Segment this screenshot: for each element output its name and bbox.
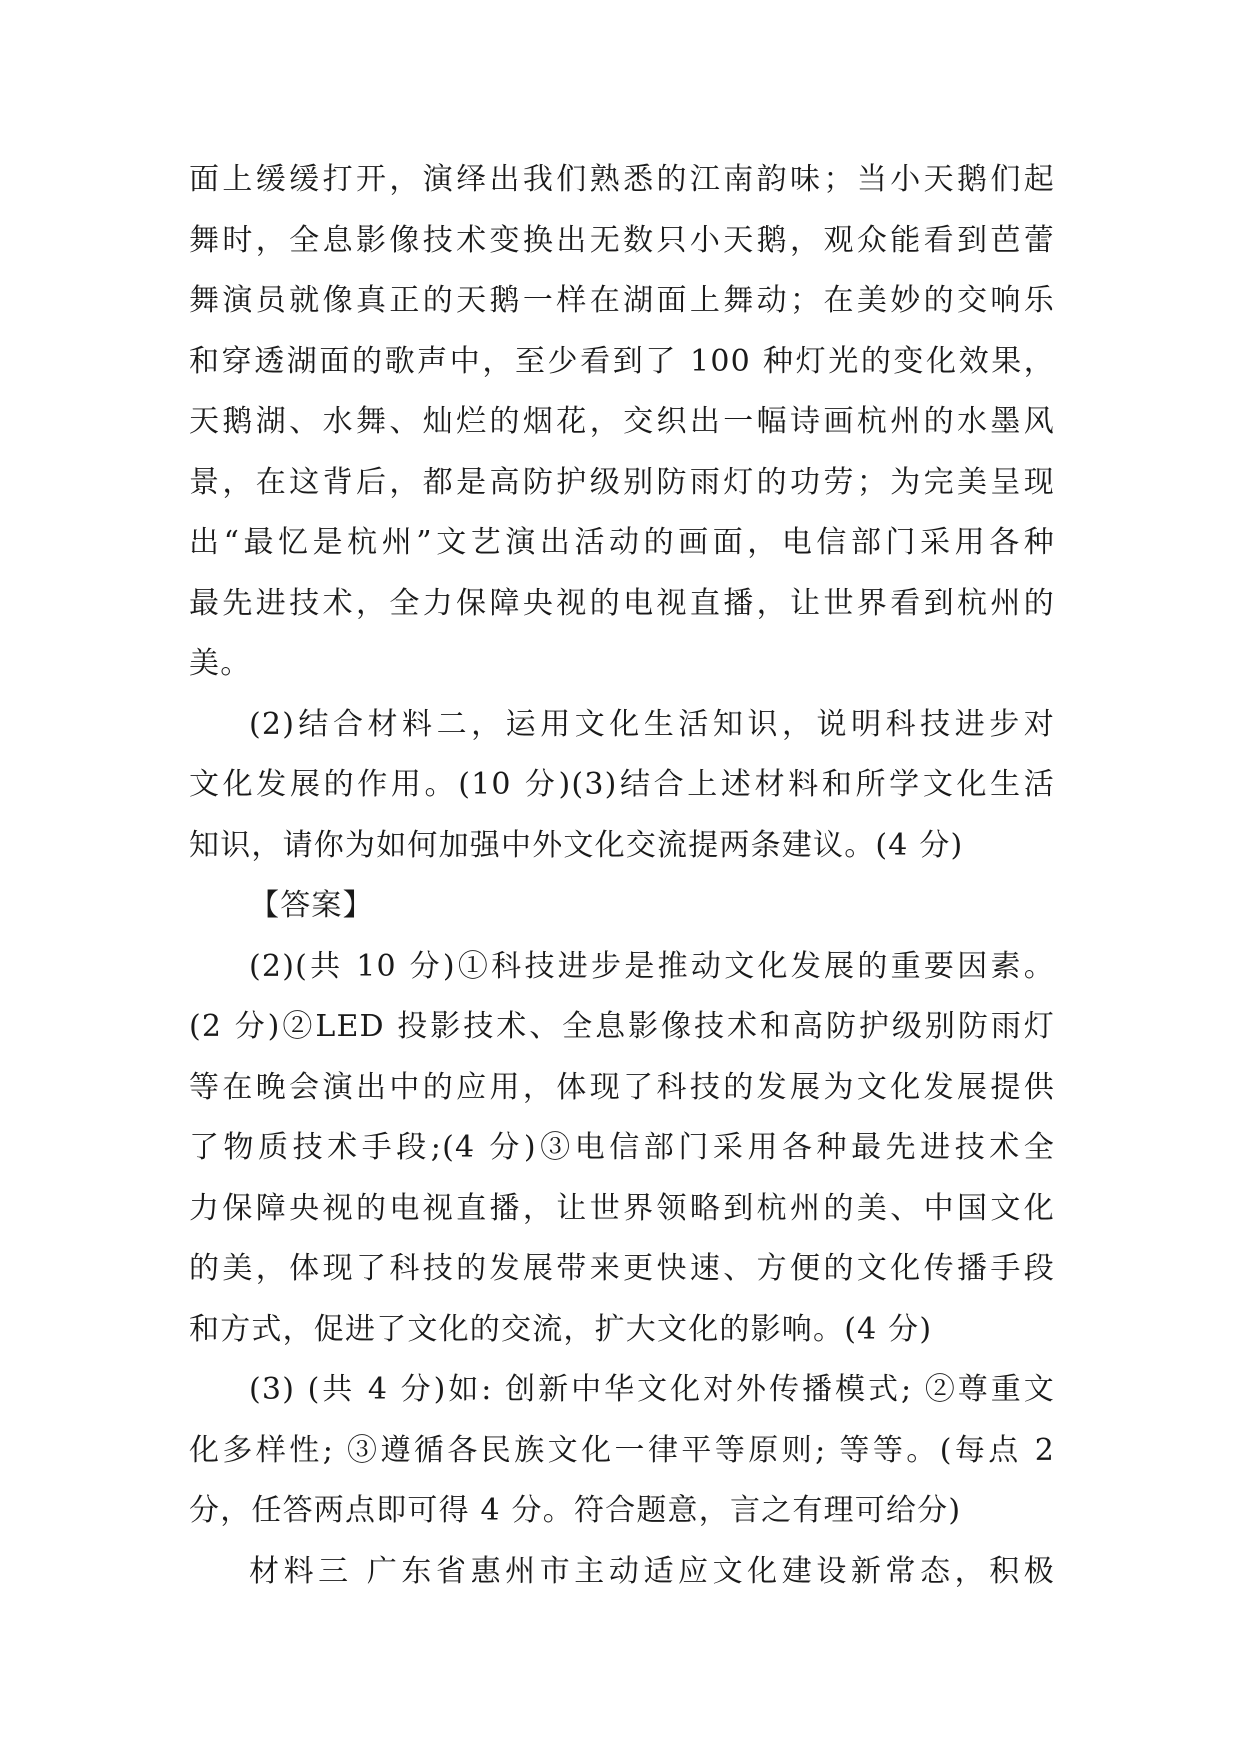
text-line: 天鹅湖、水舞、灿烂的烟花，交织出一幅诗画杭州的水墨风 xyxy=(189,404,1055,439)
text-line: 舞演员就像真正的天鹅一样在湖面上舞动；在美妙的交响乐 xyxy=(189,283,1055,318)
answer-line: 和方式，促进了文化的交流，扩大文化的影响。(4 分) xyxy=(189,1311,933,1347)
answer-line: 化多样性; ③遵循各民族文化一律平等原则; 等等。(每点 2 xyxy=(189,1432,1055,1468)
text-line: 景，在这背后，都是高防护级别防雨灯的功劳；为完美呈现 xyxy=(189,464,1055,500)
answer-line: 了物质技术手段;(4 分)③电信部门采用各种最先进技术全 xyxy=(189,1130,1055,1165)
answer-line: (2)(共 10 分)①科技进步是推动文化发展的重要因素。 xyxy=(249,948,1055,984)
text-line: 出“最忆是杭州”文艺演出活动的画面，电信部门采用各种 xyxy=(189,525,1055,560)
material-line: 材料三 广东省惠州市主动适应文化建设新常态，积极 xyxy=(249,1553,1055,1589)
answer-line: 分，任答两点即可得 4 分。符合题意，言之有理可给分) xyxy=(189,1493,962,1528)
answer-line: (3) (共 4 分)如: 创新中华文化对外传播模式; ②尊重文 xyxy=(249,1372,1055,1407)
text-line: 最先进技术，全力保障央视的电视直播，让世界看到杭州的 xyxy=(189,585,1055,621)
text-line: 美。 xyxy=(189,646,252,681)
document-body xyxy=(189,150,1055,1602)
answer-heading: 【答案】 xyxy=(249,888,374,923)
answer-line: 的美，体现了科技的发展带来更快速、方便的文化传播手段 xyxy=(189,1251,1055,1286)
answer-line: 等在晚会演出中的应用，体现了科技的发展为文化发展提供 xyxy=(189,1069,1055,1105)
question-line: 文化发展的作用。(10 分)(3)结合上述材料和所学文化生活 xyxy=(189,767,1055,802)
answer-line: (2 分)②LED 投影技术、全息影像技术和高防护级别防雨灯 xyxy=(189,1009,1055,1044)
question-line: 知识，请你为如何加强中外文化交流提两条建议。(4 分) xyxy=(189,827,964,863)
question-line: (2)结合材料二，运用文化生活知识，说明科技进步对 xyxy=(249,706,1055,742)
text-line: 舞时，全息影像技术变换出无数只小天鹅，观众能看到芭蕾 xyxy=(189,222,1055,258)
text-line: 面上缓缓打开，演绎出我们熟悉的江南韵味；当小天鹅们起 xyxy=(189,162,1055,197)
answer-line: 力保障央视的电视直播，让世界领略到杭州的美、中国文化 xyxy=(189,1190,1055,1226)
text-line: 和穿透湖面的歌声中，至少看到了 100 种灯光的变化效果， xyxy=(189,343,1055,379)
